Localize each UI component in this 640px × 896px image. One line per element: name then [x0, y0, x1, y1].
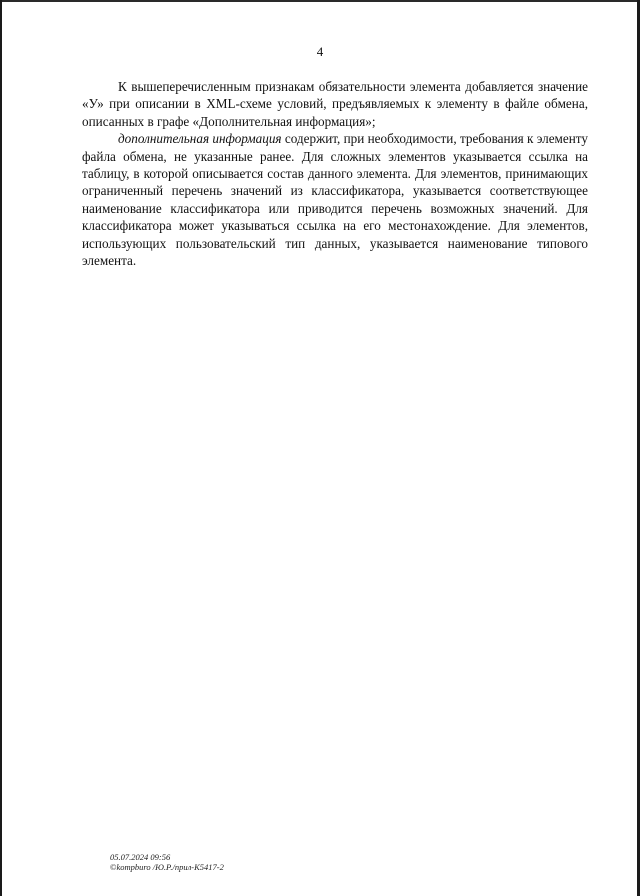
copyright-icon: ©	[110, 862, 117, 872]
page-number: 4	[316, 44, 324, 59]
term-additional-info: дополнительная информация	[118, 131, 282, 147]
body-text	[82, 78, 588, 269]
paragraph-obligation-attribute: К вышеперечисленным признакам обязательности элемента добавляется значение «У» при описании в XML-схеме условий, предъявляемых к элементу в файле обмена, описанных в графе «Дополнительная информация»;	[82, 79, 588, 129]
paragraph-additional-info	[82, 130, 588, 269]
footer-stamp	[110, 852, 224, 872]
paragraph-additional-info-text: содержит, при необходимости, требования к элементу файла обмена, не указанные ранее. Для сложных элементов указывается ссылка на таблицу, в которой описывается состав данного элемента. Для элементов, принимающих ограниченный перечень значений из классификатора, указывается соответствующее наименование классификатора или приводится перечень возможных значений. Для классификатора может указываться ссылка на его местонахождение. Для элементов, использующих пользовательский тип данных, указывается наименование типового элемента.	[82, 131, 588, 269]
footer-document-ref	[110, 862, 224, 872]
footer-timestamp: 05.07.2024 09:56	[110, 852, 171, 862]
scan-edge-top	[0, 0, 640, 2]
scan-edge-left	[0, 0, 2, 896]
footer-document-ref-text: kompburo /Ю.Р./прил-К5417-2	[116, 862, 224, 872]
